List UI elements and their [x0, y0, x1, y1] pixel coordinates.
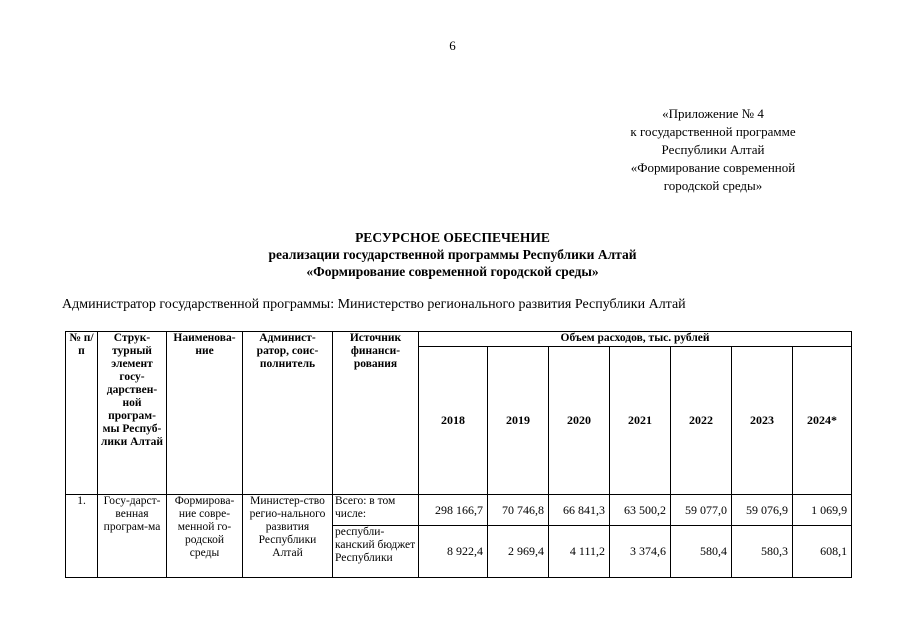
value-cell: 580,4 — [671, 526, 732, 578]
year-header: 2023 — [732, 347, 793, 495]
row-administrator: Министер-ство регио-нального развития Республики Алтай — [243, 495, 333, 578]
header-num: № п/п — [66, 332, 98, 495]
page-number: 6 — [449, 38, 456, 53]
value-cell: 59 077,0 — [671, 495, 732, 526]
appendix-line: Республики Алтай — [661, 142, 765, 157]
year-header: 2024* — [793, 347, 852, 495]
title-line: реализации государственной программы Республики Алтай — [268, 247, 637, 262]
row-name: Формирова-ние совре-менной го-родской среды — [167, 495, 243, 578]
value-cell: 63 500,2 — [610, 495, 671, 526]
value-cell: 70 746,8 — [488, 495, 549, 526]
title-line: «Формирование современной городской среды» — [306, 264, 599, 279]
header-name: Наименова-ние — [167, 332, 243, 495]
table-row — [66, 495, 852, 526]
header-source: Источник финанси-рования — [333, 332, 419, 495]
value-cell: 59 076,9 — [732, 495, 793, 526]
source-label: Всего: в том числе: — [333, 495, 419, 526]
header-element: Струк-турный элемент госу-дарствен-ной програм-мы Респуб-лики Алтай — [98, 332, 167, 495]
year-header: 2018 — [419, 347, 488, 495]
value-cell: 580,3 — [732, 526, 793, 578]
year-header: 2019 — [488, 347, 549, 495]
year-header: 2021 — [610, 347, 671, 495]
appendix-line: городской среды» — [663, 178, 763, 193]
value-cell: 1 069,9 — [793, 495, 852, 526]
year-header: 2022 — [671, 347, 732, 495]
resource-table — [65, 331, 852, 578]
appendix-line: к государственной программе — [630, 124, 796, 139]
value-cell: 66 841,3 — [549, 495, 610, 526]
appendix-line: «Формирование современной — [630, 160, 796, 175]
year-header: 2020 — [549, 347, 610, 495]
value-cell: 3 374,6 — [610, 526, 671, 578]
administrator-line: Администратор государственной программы: Министерство регионального развития Республики Алтай — [62, 297, 686, 312]
row-num: 1. — [66, 495, 98, 578]
source-label: республи-канский бюджет Республики — [333, 526, 419, 578]
document-title — [0, 229, 905, 280]
appendix-line: «Приложение № 4 — [662, 106, 764, 121]
header-administrator: Админист-ратор, соис-полнитель — [243, 332, 333, 495]
value-cell: 608,1 — [793, 526, 852, 578]
value-cell: 2 969,4 — [488, 526, 549, 578]
value-cell: 8 922,4 — [419, 526, 488, 578]
value-cell: 4 111,2 — [549, 526, 610, 578]
value-cell: 298 166,7 — [419, 495, 488, 526]
title-line: РЕСУРСНОЕ ОБЕСПЕЧЕНИЕ — [355, 230, 550, 245]
appendix-block — [583, 105, 843, 195]
header-volume: Объем расходов, тыс. рублей — [419, 332, 852, 347]
row-element: Госу-дарст-венная програм-ма — [98, 495, 167, 578]
